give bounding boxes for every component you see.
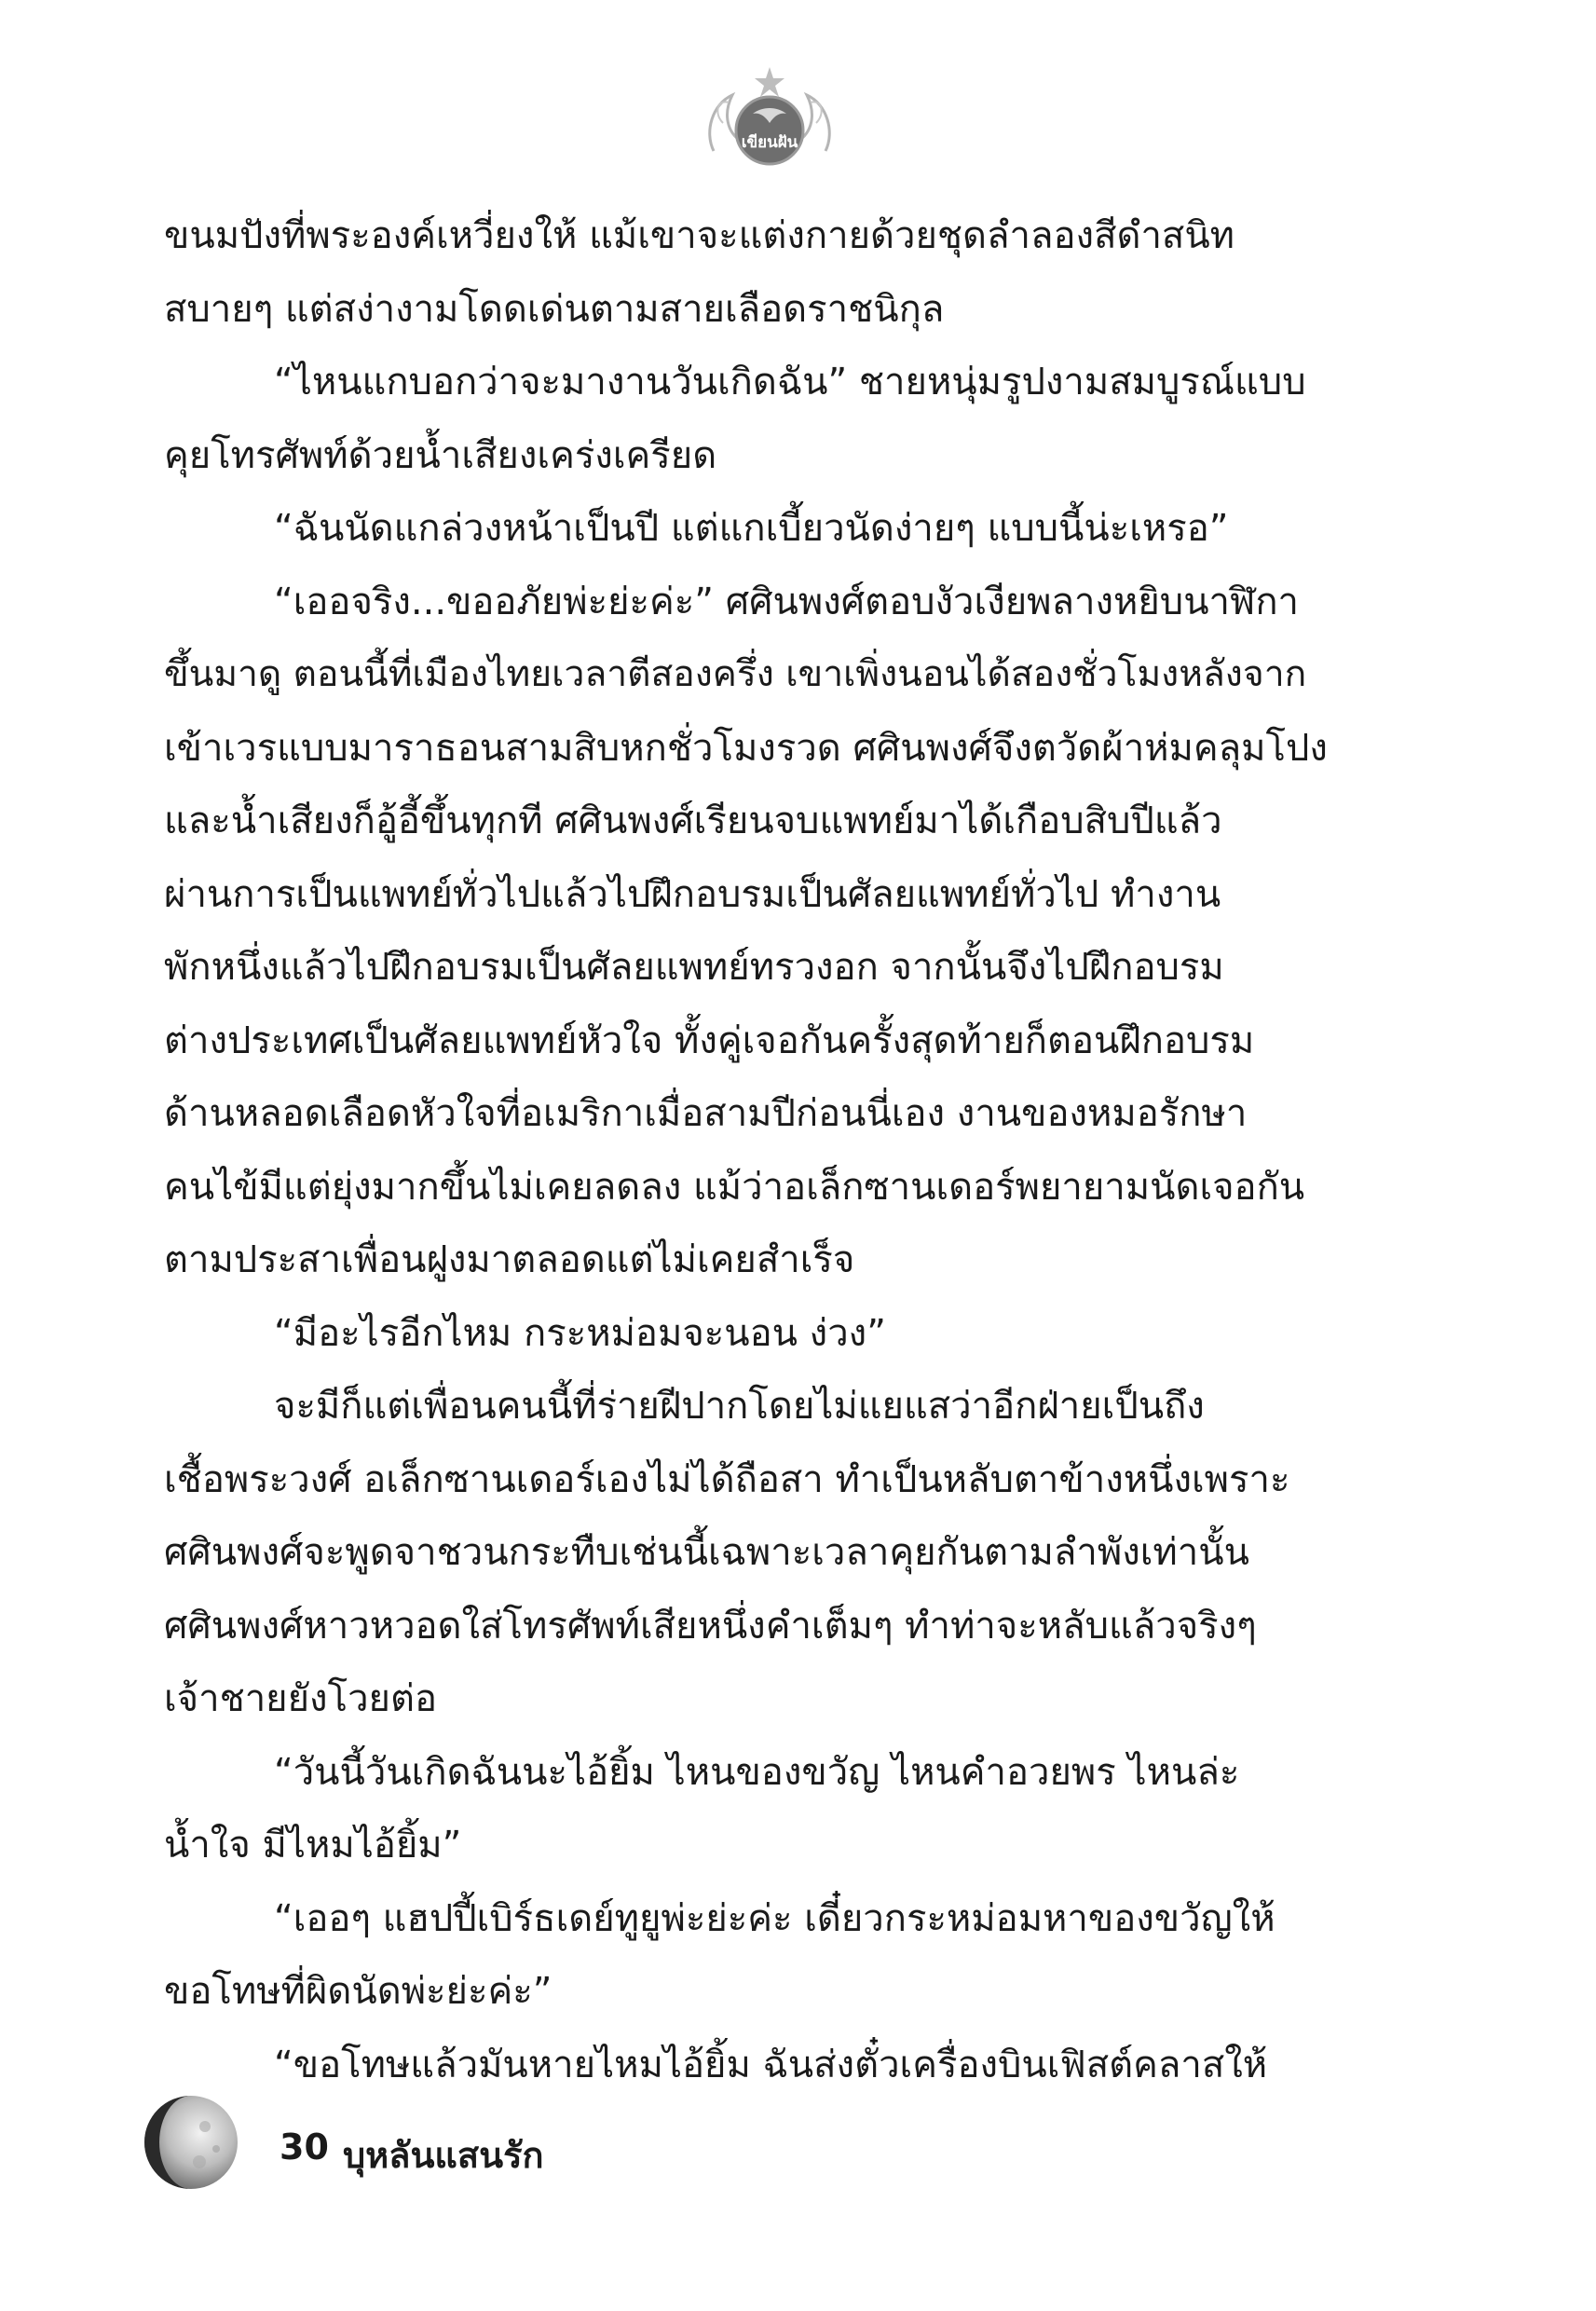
text-line: ขนมปังที่พระองค์เหวี่ยงให้ แม้เขาจะแต่งกายด้วยชุดลำลองสีดำสนิท — [164, 214, 1235, 257]
text-line: จะมีก็แต่เพื่อนคนนี้ที่ร่ายฝีปากโดยไม่แยแสว่าอีกฝ่ายเป็นถึง — [274, 1385, 1205, 1428]
text-line: และน้ำเสียงก็อู้อี้ขึ้นทุกที ศศินพงศ์เรียนจบแพทย์มาได้เกือบสิบปีแล้ว — [164, 800, 1222, 842]
page-footer — [140, 2091, 699, 2203]
text-line: “ฉันนัดแกล่วงหน้าเป็นปี แต่แกเบี้ยวนัดง่ายๆ แบบนี้น่ะเหรอ” — [274, 507, 1229, 550]
book-title: บุหลันแสนรัก — [343, 2135, 544, 2176]
text-line: ผ่านการเป็นแพทย์ทั่วไปแล้วไปฝึกอบรมเป็นศัลยแพทย์ทั่วไป ทำงาน — [164, 872, 1221, 916]
text-line: ศศินพงศ์หาวหวอดใส่โทรศัพท์เสียหนึ่งคำเต็มๆ ทำท่าจะหลับแล้วจริงๆ — [164, 1604, 1257, 1648]
text-line: คุยโทรศัพท์ด้วยน้ำเสียงเคร่งเครียด — [164, 433, 717, 477]
text-line: “ขอโทษแล้วมันหายไหมไอ้ยิ้ม ฉันส่งตั๋วเครื่องบินเฟิสต์คลาสให้ — [274, 2043, 1268, 2086]
text-line: พักหนึ่งแล้วไปฝึกอบรมเป็นศัลยแพทย์ทรวงอก จากนั้นจึงไปฝึกอบรม — [164, 946, 1224, 989]
body-text — [164, 199, 1334, 2101]
text-line: “ไหนแกบอกว่าจะมางานวันเกิดฉัน” ชายหนุ่มรูปงามสมบูรณ์แบบ — [274, 361, 1306, 403]
text-line: ตามประสาเพื่อนฝูงมาตลอดแต่ไม่เคยสำเร็จ — [164, 1238, 855, 1281]
text-line: “วันนี้วันเกิดฉันนะไอ้ยิ้ม ไหนของขวัญ ไหนคำอวยพร ไหนล่ะ — [274, 1750, 1240, 1794]
text-line: เชื้อพระวงศ์ อเล็กซานเดอร์เองไม่ได้ถือสา ทำเป็นหลับตาข้างหนึ่งเพราะ — [164, 1457, 1290, 1501]
publisher-logo — [695, 58, 844, 177]
text-line: “มีอะไรอีกไหม กระหม่อมจะนอน ง่วง” — [274, 1311, 886, 1355]
text-line: ขึ้นมาดู ตอนนี้ที่เมืองไทยเวลาตีสองครึ่ง เขาเพิ่งนอนได้สองชั่วโมงหลังจาก — [164, 653, 1307, 695]
text-line: “เออๆ แฮปปี้เบิร์ธเดย์ทูยูพ่ะย่ะค่ะ เดี๋ยวกระหม่อมหาของขวัญให้ — [274, 1896, 1275, 1940]
text-line: น้ำใจ มีไหมไอ้ยิ้ม” — [164, 1824, 462, 1867]
text-line: “เออจริง...ขออภัยพ่ะย่ะค่ะ” ศศินพงศ์ตอบงัวเงียพลางหยิบนาฬิกา — [274, 580, 1300, 623]
text-line: ด้านหลอดเลือดหัวใจที่อเมริกาเมื่อสามปีก่อนนี่เอง งานของหมอรักษา — [164, 1092, 1248, 1135]
text-line: เจ้าชายยังโวยต่อ — [164, 1677, 437, 1720]
page-number: 30 — [280, 2126, 329, 2167]
text-line: คนไข้มีแต่ยุ่งมากขึ้นไม่เคยลดลง แม้ว่าอเล็กซานเดอร์พยายามนัดเจอกัน — [164, 1165, 1305, 1209]
text-line: ต่างประเทศเป็นศัลยแพทย์หัวใจ ทั้งคู่เจอกันครั้งสุดท้ายก็ตอนฝึกอบรม — [164, 1019, 1255, 1062]
text-line: เข้าเวรแบบมาราธอนสามสิบหกชั่วโมงรวด ศศินพงศ์จึงตวัดผ้าห่มคลุมโปง — [164, 726, 1328, 770]
text-line: ขอโทษที่ผิดนัดพ่ะย่ะค่ะ” — [164, 1970, 552, 2013]
moon-icon — [140, 2091, 242, 2194]
text-line: สบายๆ แต่สง่างามโดดเด่นตามสายเลือดราชนิกุล — [164, 287, 945, 331]
text-line: ศศินพงศ์จะพูดจาชวนกระทืบเช่นนี้เฉพาะเวลาคุยกันตามลำพังเท่านั้น — [164, 1531, 1249, 1574]
logo-text: เขียนฝัน — [741, 133, 798, 152]
